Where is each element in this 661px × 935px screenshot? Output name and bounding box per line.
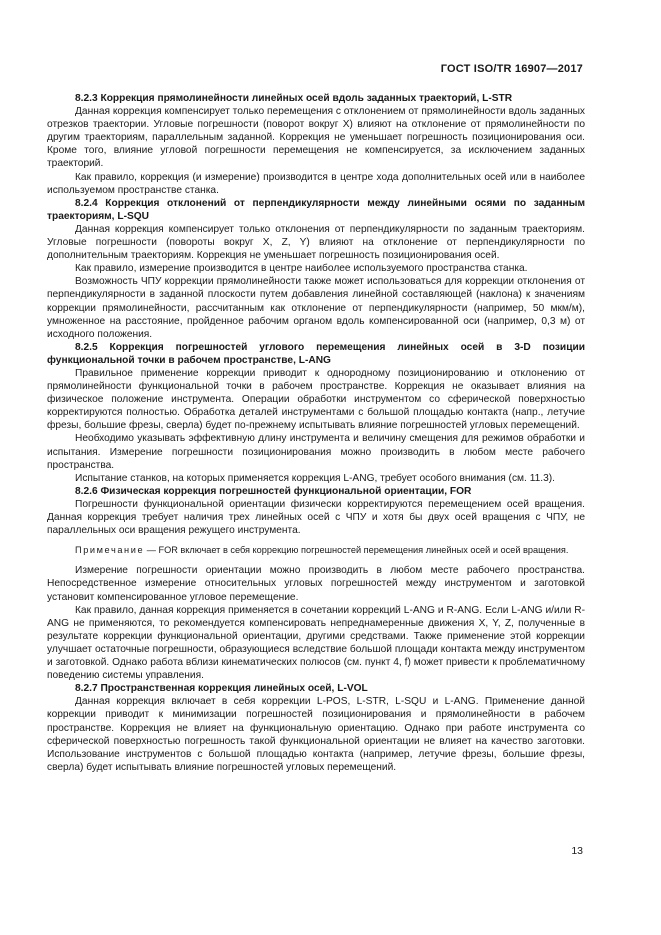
body-paragraph: Необходимо указывать эффективную длину инструмента и величину смещения для режимов обработки и испытания. Измерение погрешности позиционирования можно производить в любом месте рабочего пространства. [47, 433, 585, 471]
section-heading-8-2-5: 8.2.5 Коррекция погрешностей углового перемещения линейных осей в 3-D позиции функциональной точки в рабочем пространстве, L-ANG [47, 341, 585, 366]
body-paragraph: Данная коррекция компенсирует только перемещения с отклонением от прямолинейности вдоль заданных отрезков траектории. Угловые погрешности (поворот вокруг X) влияют на отклонение от прямолинейности по другим траекториям, параллельным заданной. Коррекция не уменьшает погрешность позиционирования оси. Кроме того, влияние угловой погрешности перемещения не компенсируется, за исключением заданных траекторий. [47, 106, 585, 170]
section-heading-8-2-7: 8.2.7 Пространственная коррекция линейных осей, L-VOL [75, 683, 368, 695]
document-body [47, 92, 585, 774]
section-heading-8-2-4: 8.2.4 Коррекция отклонений от перпендикулярности между линейными осями по заданным траекториям, L-SQU [47, 197, 585, 222]
note-label: Примечание [75, 545, 145, 556]
page-number: 13 [571, 845, 583, 857]
note-text: — FOR включает в себя коррекцию погрешностей перемещения линейных осей и осей вращения. [144, 545, 569, 556]
section-heading-8-2-3: 8.2.3 Коррекция прямолинейности линейных осей вдоль заданных траекторий, L-STR [75, 93, 513, 104]
body-paragraph: Как правило, измерение производится в центре наиболее используемого пространства станка. [75, 263, 528, 275]
standard-number-header: ГОСТ ISO/TR 16907—2017 [440, 63, 583, 75]
section-heading-8-2-6: 8.2.6 Физическая коррекция погрешностей функциональной ориентации, FOR [75, 485, 472, 497]
body-paragraph: Измерение погрешности ориентации можно производить в любом месте рабочего пространства. Непосредственное измерение относительных угловых погрешностей между инструментом и заготовкой установит компенсированное угловое перемещение. [47, 565, 585, 603]
body-paragraph: Испытание станков, на которых применяется коррекция L-ANG, требует особого внимания (см. 11.3). [75, 472, 555, 484]
body-paragraph: Возможность ЧПУ коррекции прямолинейности также может использоваться для коррекции отклонения от перпендикулярности в заданной плоскости путем добавления линейной составляющей (наклона) к значениям коррекции прямолинейности, рассчитанным как отклонение от перпендикулярности (например, 50 мкм/м), умноженное на расстояние, пройденное рабочим органом вдоль компенсированной оси (например, 0,3 м) от исходного положения. [47, 276, 585, 340]
body-paragraph: Данная коррекция компенсирует только отклонения от перпендикулярности по заданным траекториям. Угловые погрешности (повороты вокруг X, Z, Y) влияют на отклонение от перпендикулярности по дополнительным траекториям. Коррекция не уменьшает погрешность позиционирования осей. [47, 223, 585, 262]
body-paragraph: Как правило, коррекция (и измерение) производится в центре хода дополнительных осей или в наиболее используемом пространстве станка. [47, 171, 585, 196]
body-paragraph: Правильное применение коррекции приводит к однородному позиционированию и отклонению от прямолинейности функциональной точки в рабочем пространстве. Коррекция не оказывает влияния на физическое положение инструмента. Операции обработки инструментом со сферической поверхностью корректируются полностью. Обработка деталей инструментами с большой площадью контакта (напр., летучие фрезы, большие фрезы, сверла) будет по-прежнему испытывать влияние погрешностей угловых перемещений. [47, 367, 585, 432]
note-paragraph [47, 544, 585, 556]
body-paragraph: Данная коррекция включает в себя коррекции L-POS, L-STR, L-SQU и L-ANG. Применение данной коррекции приводит к минимизации погрешностей позиционирования и прямолинейности в рабочем пространстве. Коррекция не влияет на функциональную ориентацию. Однако при работе инструмента со сферической поверхностью погрешность такой функциональной ориентации не влияет на качество заготовки. Использование инструментов с большой площадью контакта (например, летучие фрезы, большие фрезы, сверла) будет испытывать влияние погрешностей угловых перемещений. [47, 696, 585, 773]
body-paragraph: Как правило, данная коррекция применяется в сочетании коррекций L-ANG и R-ANG. Если L-ANG и/или R-ANG не применяются, то рекомендуется компенсировать непреднамеренные движения X, Y, Z, полученные в результате коррекции функциональной ориентации, другими средствами. Также применение этой коррекции улучшает остаточные погрешности, образующиеся вследствие большой площади контакта между инструментом и заготовкой. Однако работа вблизи кинематических полюсов (см. пункт 4, f) может привести к проблематичному поведению системы управления. [47, 604, 585, 682]
body-paragraph: Погрешности функциональной ориентации физически корректируются перемещением осей вращения. Данная коррекция требует наличия трех линейных осей с ЧПУ и хотя бы двух осей вращения с ЧПУ, не параллельных оси вращения режущего инструмента. [47, 498, 585, 537]
